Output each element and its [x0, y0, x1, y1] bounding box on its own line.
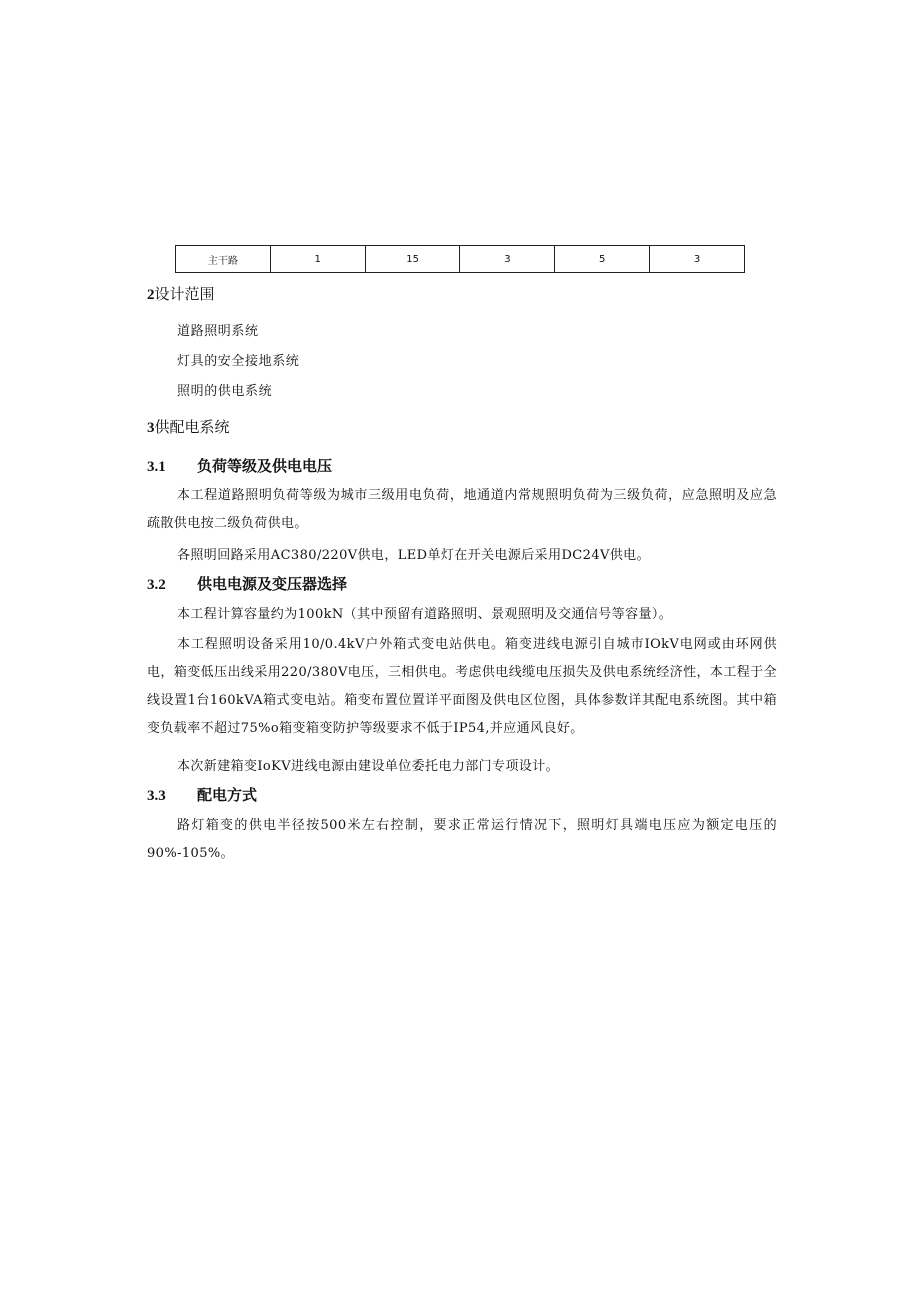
list-item: 灯具的安全接地系统	[177, 354, 300, 369]
section-number: 3.2	[147, 577, 166, 593]
paragraph: 本工程计算容量约为100kN（其中预留有道路照明、景观照明及交通信号等容量）。	[177, 607, 673, 622]
section-3-heading	[147, 416, 230, 437]
section-title: 配电方式	[197, 786, 258, 804]
section-title: 设计范围	[154, 285, 215, 303]
section-3-2-heading	[147, 573, 347, 594]
table-cell: 1	[270, 246, 365, 273]
section-number: 3.1	[147, 459, 166, 475]
list-item: 道路照明系统	[177, 324, 259, 339]
section-title: 供电电源及变压器选择	[197, 575, 348, 593]
paragraph: 本次新建箱变IoKV进线电源由建设单位委托电力部门专项设计。	[177, 759, 560, 774]
section-title: 负荷等级及供电电压	[197, 457, 333, 475]
paragraph: 路灯箱变的供电半径按500米左右控制，要求正常运行情况下，照明灯具端电压应为额定电压的90%-105%。	[147, 818, 777, 861]
table-cell: 3	[650, 246, 745, 273]
table-cell: 主干路	[176, 246, 271, 273]
paragraph: 本工程照明设备采用10/0.4kV户外箱式变电站供电。箱变进线电源引自城市IOkV电网或由环网供电，箱变低压出线采用220/380V电压，三相供电。考虑供电线缆电压损失及供电系统经济性，本工程于全线设置1台160kVA箱式变电站。箱变布置位置详平面图及供电区位图，具体参数详其配电系统图。其中箱变负载率不超过75%o箱变箱变防护等级要求不低于IP54,并应通风良好。	[147, 637, 777, 736]
table-cell: 5	[555, 246, 650, 273]
road-class-table	[175, 245, 745, 273]
table-cell: 3	[460, 246, 555, 273]
paragraph: 本工程道路照明负荷等级为城市三级用电负荷，地通道内常规照明负荷为三级负荷，应急照明及应急疏散供电按二级负荷供电。	[147, 488, 777, 531]
list-item: 照明的供电系统	[177, 384, 273, 399]
section-number: 3	[147, 420, 155, 436]
section-3-3-heading	[147, 784, 257, 805]
section-2-heading	[147, 283, 215, 304]
section-number: 3.3	[147, 788, 166, 804]
section-title: 供配电系统	[154, 418, 230, 436]
section-number: 2	[147, 287, 155, 303]
table-cell: 15	[365, 246, 460, 273]
table-row	[176, 246, 745, 273]
paragraph: 各照明回路采用AC380/220V供电，LED单灯在开关电源后采用DC24V供电。	[177, 548, 650, 563]
section-3-1-heading	[147, 455, 332, 476]
